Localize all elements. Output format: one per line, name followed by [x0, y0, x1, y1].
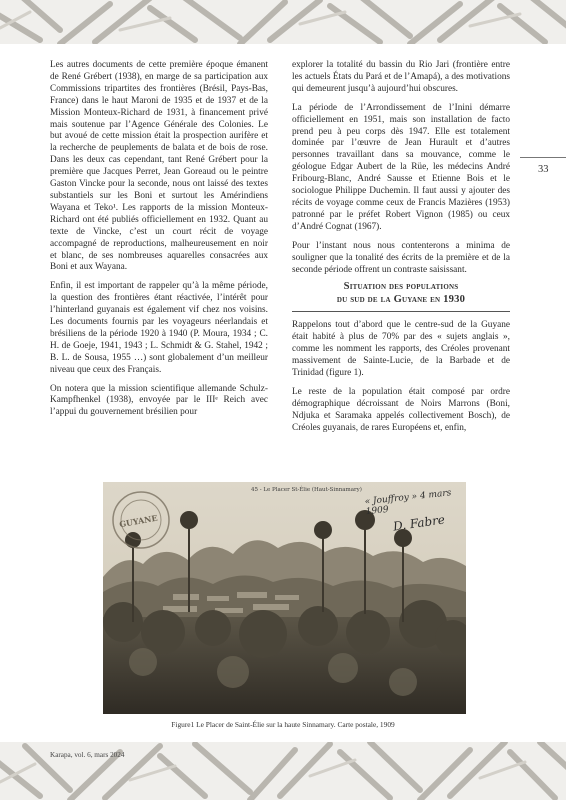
paragraph: Rappelons tout d’abord que le centre-sud de la Guyane était habité à plus de 70% par des « sujets anglais », comme les nomment les rapports, des Créoles provenant massivement de Sainte-Lucie, de la Barbade et de Trinidad (figure 1). [292, 320, 510, 379]
page-number-rule [520, 157, 566, 158]
paragraph: Pour l’instant nous nous contenterons a minima de souligner que la tonalité des écrits de la première et de la seconde période offrent un contraste saisissant. [292, 240, 510, 275]
postcard-title: 45 - Le Placer St-Élie (Haut-Sinnamary) [251, 487, 362, 493]
paragraph: explorer la totalité du bassin du Rio Jari (frontière entre les actuels États du Pará et de l’Amapá), a des motivations qui demeurent jusqu’à aujourd’hui obscures. [292, 60, 510, 94]
section-heading-line: Situation des populations [343, 281, 459, 293]
left-column [50, 60, 268, 426]
page-number: 33 [538, 164, 549, 175]
figure-photo [103, 482, 466, 714]
paragraph: Le reste de la population était composé par ordre démographique décroissant de Noirs Marrons (Boni, Ndjuka et Saramaka appelés collectivement Bosch), de Créoles guyanais, de rares Européens et, enfin, [292, 386, 510, 433]
figure-caption: Figure1 Le Placer de Saint-Élie sur la haute Sinnamary. Carte postale, 1909 [171, 720, 395, 729]
handwritten-signature: D. Fabre [392, 512, 446, 534]
decorative-top-band [0, 0, 566, 44]
footer-citation: Karapa, vol. 6, mars 2024 [50, 751, 125, 759]
section-heading [292, 281, 510, 312]
paragraph: On notera que la mission scientifique allemande Schulz-Kampfhenkel (1938), envoyée par le IIIᵉ Reich avec l’appui du gouvernement brésilien pour [50, 383, 268, 418]
paragraph: La période de l’Arrondissement de l’Inini démarre officiellement en 1951, mais son installation de facto prend peu à peu corps dès 1947. Elle est totalement dominée par l’œuvre de Jean Hurault et d’autres personnes travaillant dans sa mouvance, comme le géologue Edgar Aubert de la Rüe, les médecins André Fribourg-Blanc, André Sausse et Etienne Bois et le sociologue Philippe Duchemin. Il faut aussi y ajouter des récits de voyage comme ceux de Francis Mazières (1953) patronné par le préfet Robert Vignon (1985) ou ceux d’André Cognat (1967). [292, 102, 510, 232]
paragraph: Les autres documents de cette première époque émanent de René Grébert (1938), en marge de sa participation aux Commissions tripartites des frontières (Brésil, Pays-Bas, France) dans le haut Maroni de 1935 et de 1937 et de la Mission Monteux-Richard de 1931, à financement privé mais soutenue par l’Agence Générale des Colonies. Le but avoué de cette mission était la prospection aurifère et la recherche de peuplements de balata et de bois de rose. Dans les deux cas cependant, tant René Grébert pour la première que Jacques Perret, Jean Goreaud ou le peintre Gaston Vincke pour la seconde, nous ont laissé des textes substantiels sur les Boni et surtout les Amérindiens Wayana et Teko¹. Les rapports de la mission Monteux-Richard ont été publiés officiellement en 1932. Quant au texte de Vincke, c’est un court récit de voyage accompagné de reproductions, malheureusement en noir et blanc, de ses nombreuses aquarelles consacrées aux Boni et aux Wayana. [50, 60, 268, 273]
handwritten-date: « Jouffroy » 4 mars 1909 [364, 488, 452, 518]
section-heading-line: du sud de la Guyane en 1930 [336, 293, 466, 305]
paragraph: Enfin, il est important de rappeler qu’à la même période, la question des frontières étant réactivée, l’intérêt pour l’hinterland guyanais est également vif chez nos voisins. Les documents fournis par les voyageurs néerlandais et brésiliens de la période 1920 à 1940 (P. Moura, 1934 ; C. H. de Goeje, 1941, 1943 ; L. Schmidt & G. Stahel, 1942 ; B. L. de Sousa, 1955 …) sont globalement d’un meilleur niveau que ceux des Français. [50, 281, 268, 375]
postmark-text: GUYANE [118, 512, 159, 530]
right-column [292, 60, 510, 442]
